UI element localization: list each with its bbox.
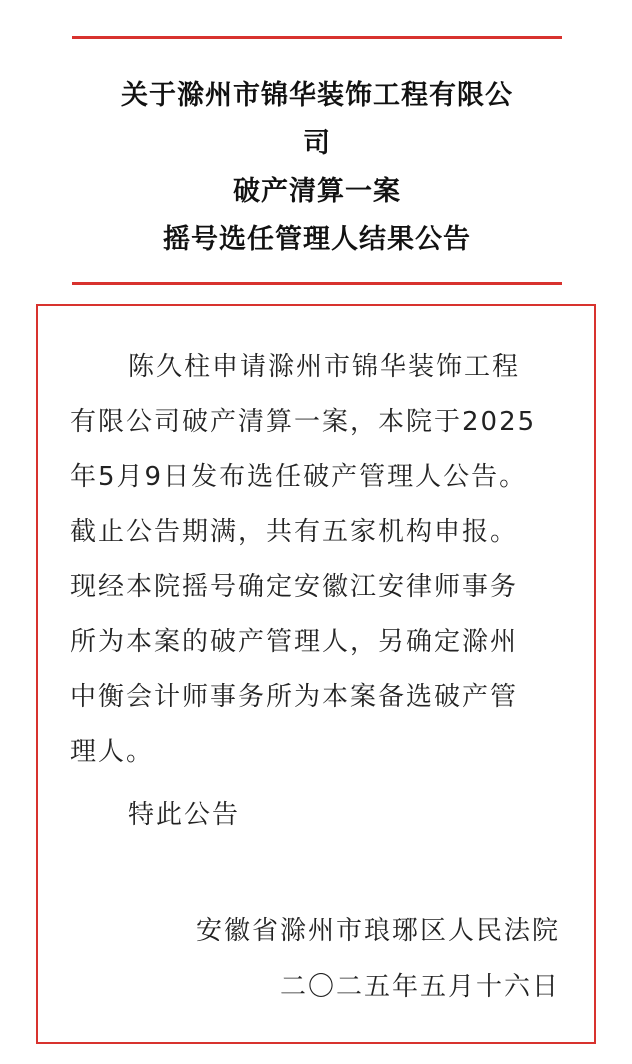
notice-body [70,340,570,780]
issue-date: 二〇二五年五月十六日 [279,972,560,1002]
body-line-1: 陈久柱申请滁州市锦华装饰工程 [128,352,521,382]
body-line-4: 截止公告期满，共有五家机构申报。 [70,517,519,547]
title-line-3: 破产清算一案 [233,176,401,207]
body-line-2: 有限公司破产清算一案，本院于2025 [70,407,537,437]
body-line-6: 所为本案的破产管理人，另确定滁州 [70,627,519,657]
body-line-8: 理人。 [70,737,155,767]
top-divider [72,36,562,39]
title-line-2: 司 [303,128,331,159]
body-line-7: 中衡会计师事务所为本案备选破产管 [70,682,519,712]
signature-block [196,903,560,1015]
title-line-1: 关于滁州市锦华装饰工程有限公 [121,80,513,111]
notice-title [72,72,562,264]
title-line-4: 摇号选任管理人结果公告 [163,224,471,255]
closing-text: 特此公告 [128,800,241,830]
body-line-5: 现经本院摇号确定安徽江安律师事务 [70,572,519,602]
court-name: 安徽省滁州市琅琊区人民法院 [195,916,560,946]
bottom-divider [72,282,562,285]
body-line-3: 年5月9日发布选任破产管理人公告。 [70,462,528,492]
